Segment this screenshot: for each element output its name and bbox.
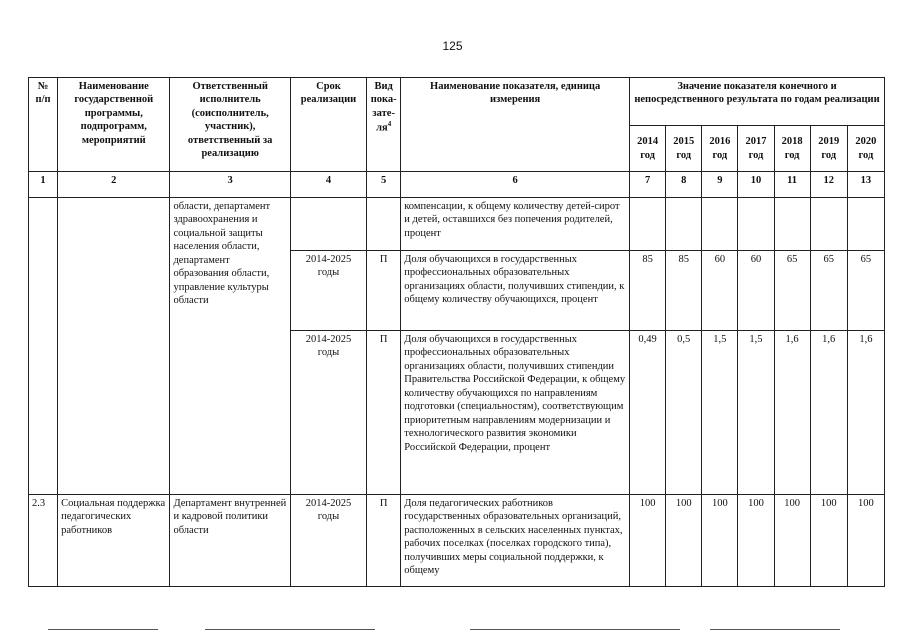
column-number: 3 [170, 172, 290, 198]
row-period: 2014-2025 годы [290, 495, 366, 587]
column-number: 9 [702, 172, 738, 198]
row-indicator-type: П [367, 331, 401, 495]
column-number: 1 [29, 172, 58, 198]
table-row [29, 495, 885, 587]
scan-edge-line [48, 629, 158, 630]
page-number: 125 [442, 39, 463, 53]
row-indicator: Доля обучающихся в государственных профессиональных образовательных организациях области, получивших стипендии, к общему количеству обучающихся, процент [401, 251, 630, 331]
row-executor: области, департамент здравоохранения и социальной защиты населения области, департамент образования области, управление культуры области [170, 198, 290, 495]
row-value: 60 [702, 251, 738, 331]
header-period: Срок реализации [290, 78, 366, 172]
row-period [290, 198, 366, 251]
row-no [29, 198, 58, 495]
row-value: 0,49 [630, 331, 666, 495]
row-value [810, 198, 847, 251]
scan-edge-line [205, 629, 375, 630]
column-number-row [29, 172, 885, 198]
row-value: 85 [666, 251, 702, 331]
column-number: 5 [367, 172, 401, 198]
row-value: 65 [847, 251, 884, 331]
row-value: 100 [702, 495, 738, 587]
row-value: 1,6 [774, 331, 810, 495]
row-indicator-type: П [367, 495, 401, 587]
row-value [666, 198, 702, 251]
header-program: Наименование государственной программы, подпрограмм, мероприятий [58, 78, 170, 172]
row-indicator: компенсации, к общему количеству детей-сирот и детей, оставшихся без попечения родителей, процент [401, 198, 630, 251]
row-value: 1,5 [702, 331, 738, 495]
row-indicator: Доля обучающихся в государственных профессиональных образовательных организациях области, получивших стипендии Правительства Российской Федерации, к общему количеству обучающихся по направлениям подготовки (специальностям), соответствующим приоритетным направлениям модернизации и технологического развития экономики Российской Федерации, процент [401, 331, 630, 495]
header-year: 2018 год [774, 126, 810, 172]
row-indicator-type [367, 198, 401, 251]
row-value: 0,5 [666, 331, 702, 495]
row-value: 100 [810, 495, 847, 587]
header-indicator-name: Наименование показателя, единица измерения [401, 78, 630, 172]
column-number: 4 [290, 172, 366, 198]
row-value: 100 [738, 495, 774, 587]
table-row [29, 198, 885, 251]
header-year: 2020 год [847, 126, 884, 172]
row-value: 100 [666, 495, 702, 587]
row-value: 65 [810, 251, 847, 331]
header-year: 2016 год [702, 126, 738, 172]
row-executor: Департамент внутренней и кадровой политики области [170, 495, 290, 587]
column-number: 6 [401, 172, 630, 198]
row-value: 1,5 [738, 331, 774, 495]
header-indicator-type-label: Вид пока-зате-ля [370, 81, 397, 134]
row-program: Социальная поддержка педагогических работников [58, 495, 170, 587]
header-no: № п/п [29, 78, 58, 172]
row-program [58, 198, 170, 495]
header-year: 2015 год [666, 126, 702, 172]
row-value: 1,6 [847, 331, 884, 495]
row-value [630, 198, 666, 251]
row-no: 2.3 [29, 495, 58, 587]
header-values-group: Значение показателя конечного и непосредственного результата по годам реализации [630, 78, 885, 126]
column-number: 13 [847, 172, 884, 198]
column-number: 12 [810, 172, 847, 198]
row-period: 2014-2025 годы [290, 331, 366, 495]
row-value [774, 198, 810, 251]
row-indicator: Доля педагогических работников государственных образовательных организаций, расположенных в сельских населенных пунктах, рабочих поселках (поселках городского типа), получивших меры социальной поддержки, к общему [401, 495, 630, 587]
header-year: 2017 год [738, 126, 774, 172]
row-value: 85 [630, 251, 666, 331]
row-period: 2014-2025 годы [290, 251, 366, 331]
row-value [702, 198, 738, 251]
column-number: 8 [666, 172, 702, 198]
row-value: 1,6 [810, 331, 847, 495]
row-value: 100 [847, 495, 884, 587]
scan-edge-line [710, 629, 840, 630]
indicators-table [28, 77, 885, 587]
column-number: 11 [774, 172, 810, 198]
row-value: 100 [630, 495, 666, 587]
row-value: 65 [774, 251, 810, 331]
header-year: 2019 год [810, 126, 847, 172]
column-number: 7 [630, 172, 666, 198]
header-indicator-type-footnote: 4 [387, 120, 392, 129]
row-indicator-type: П [367, 251, 401, 331]
row-value [738, 198, 774, 251]
header-row [29, 78, 885, 126]
column-number: 10 [738, 172, 774, 198]
row-value [847, 198, 884, 251]
header-year: 2014 год [630, 126, 666, 172]
scan-edge-line [470, 629, 680, 630]
header-executor: Ответственный исполнитель (соисполнитель, участник), ответственный за реализацию [170, 78, 290, 172]
column-number: 2 [58, 172, 170, 198]
row-value: 100 [774, 495, 810, 587]
row-value: 60 [738, 251, 774, 331]
header-indicator-type [367, 78, 401, 172]
